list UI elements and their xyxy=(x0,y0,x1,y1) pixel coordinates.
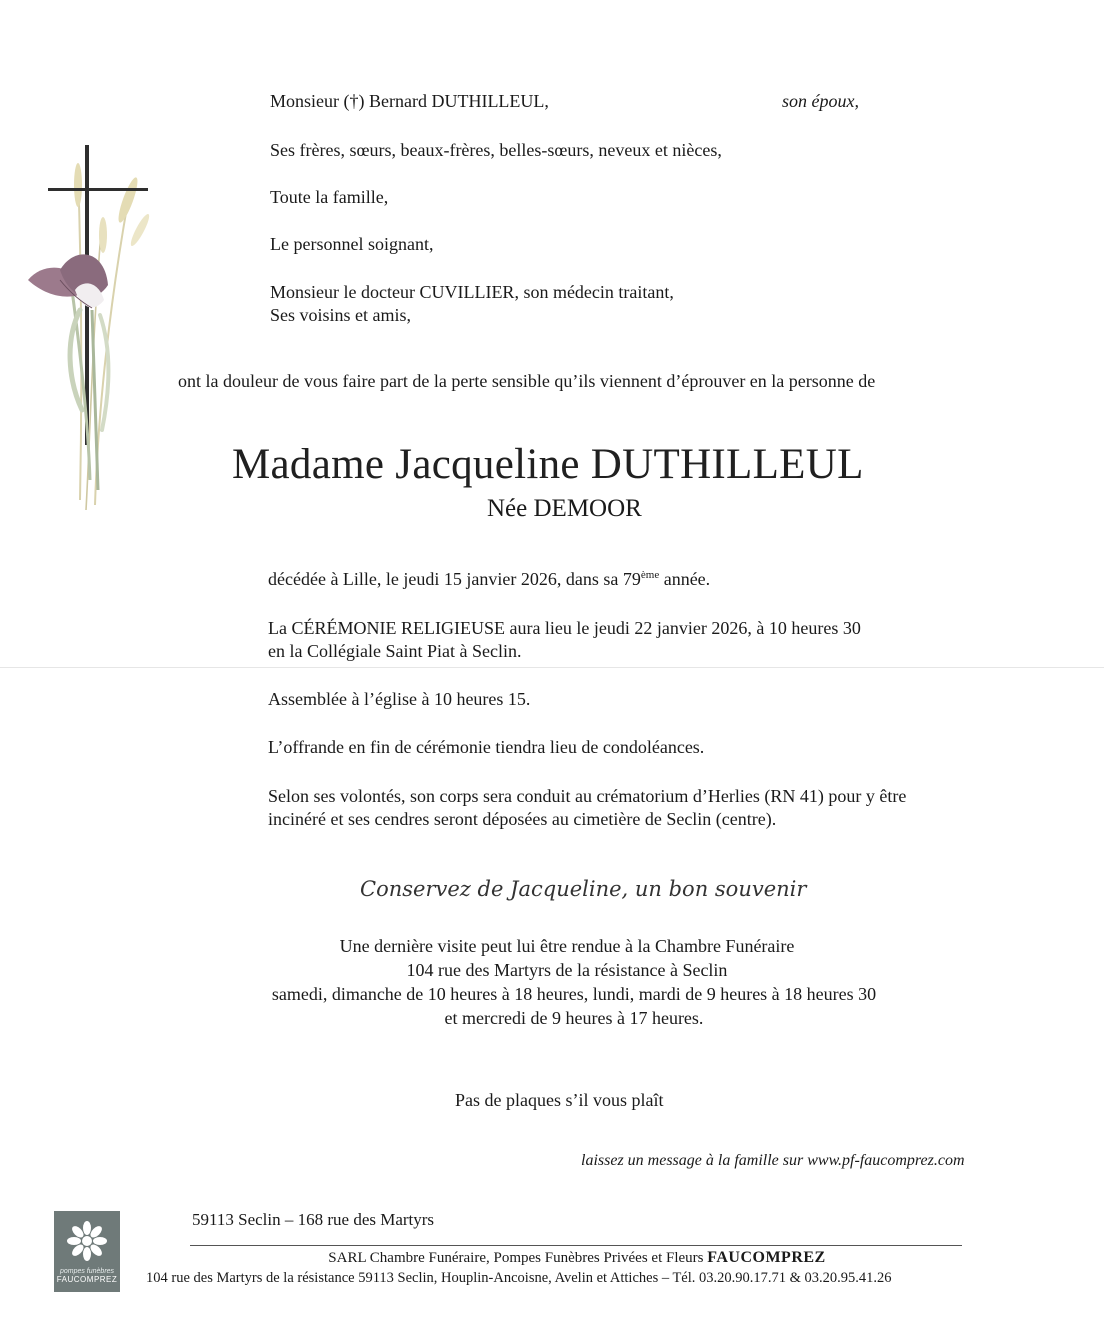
wishes-line-2: incinéré et ses cendres seront déposées au cimetière de Seclin (centre). xyxy=(268,809,777,829)
footer-company-prefix: SARL Chambre Funéraire, Pompes Funèbres Privées et Fleurs xyxy=(328,1250,708,1266)
offering-line: L’offrande en fin de cérémonie tiendra lieu de condoléances. xyxy=(268,737,705,757)
deceased-name: Madame Jacqueline DUTHILLEUL xyxy=(232,441,864,488)
family-line: Toute la famille, xyxy=(270,187,389,207)
neighbors-line: Ses voisins et amis, xyxy=(270,305,412,325)
logo-name: FAUCOMPREZ xyxy=(56,1275,118,1284)
wishes-line-1: Selon ses volontés, son corps sera conduit au crématorium d’Herlies (RN 41) pour y être xyxy=(268,786,907,806)
logo-small-text: pompes funèbres xyxy=(59,1268,115,1275)
death-info-end: année. xyxy=(659,569,711,589)
visit-line-4: et mercredi de 9 heures à 17 heures. xyxy=(444,1008,704,1028)
death-info xyxy=(268,569,710,590)
death-info-main: décédée à Lille, le jeudi 15 janvier 2026, dans sa 79 xyxy=(268,569,641,589)
assembly-line: Assemblée à l’église à 10 heures 15. xyxy=(268,689,531,709)
care-staff-line: Le personnel soignant, xyxy=(270,234,434,254)
visit-line-1: Une dernière visite peut lui être rendue à la Chambre Funéraire xyxy=(339,936,795,956)
spouse-role: son époux, xyxy=(782,91,859,111)
footer-company-details: 104 rue des Martyrs de la résistance 59113 Seclin, Houplin-Ancoisne, Avelin et Attiches – Tél. 03.20.90.17.71 & 03.20.95.41.26 xyxy=(146,1270,892,1286)
scan-line xyxy=(0,667,1104,668)
visit-line-3: samedi, dimanche de 10 heures à 18 heures, lundi, mardi de 9 heures à 18 heures 30 xyxy=(271,984,877,1004)
ceremony-line-2: en la Collégiale Saint Piat à Seclin. xyxy=(268,641,522,661)
death-info-superscript: ème xyxy=(640,569,660,581)
footer-address: 59113 Seclin – 168 rue des Martyrs xyxy=(192,1210,435,1229)
spouse-name: Monsieur (†) Bernard DUTHILLEUL, xyxy=(270,91,549,111)
maiden-name: Née DEMOOR xyxy=(487,495,642,522)
no-plaques-line: Pas de plaques s’il vous plaît xyxy=(455,1090,664,1110)
doctor-line: Monsieur le docteur CUVILLIER, son médecin traitant, xyxy=(270,282,674,302)
siblings-line: Ses frères, sœurs, beaux-frères, belles-sœurs, neveux et nièces, xyxy=(270,140,722,160)
message-link[interactable]: laissez un message à la famille sur www.pf-faucomprez.com xyxy=(581,1152,965,1169)
footer-divider xyxy=(190,1245,962,1246)
cross-with-lily-icon xyxy=(20,140,155,515)
souvenir-line: Conservez de Jacqueline, un bon souvenir xyxy=(360,877,807,901)
footer-company-name: FAUCOMPREZ xyxy=(707,1249,826,1266)
visit-line-2: 104 rue des Martyrs de la résistance à Seclin xyxy=(406,960,728,980)
ceremony-line-1: La CÉRÉMONIE RELIGIEUSE aura lieu le jeudi 22 janvier 2026, à 10 heures 30 xyxy=(268,618,861,638)
footer-company xyxy=(0,1249,1104,1267)
announcement-text: ont la douleur de vous faire part de la perte sensible qu’ils viennent d’éprouver en la personne de xyxy=(178,371,876,391)
